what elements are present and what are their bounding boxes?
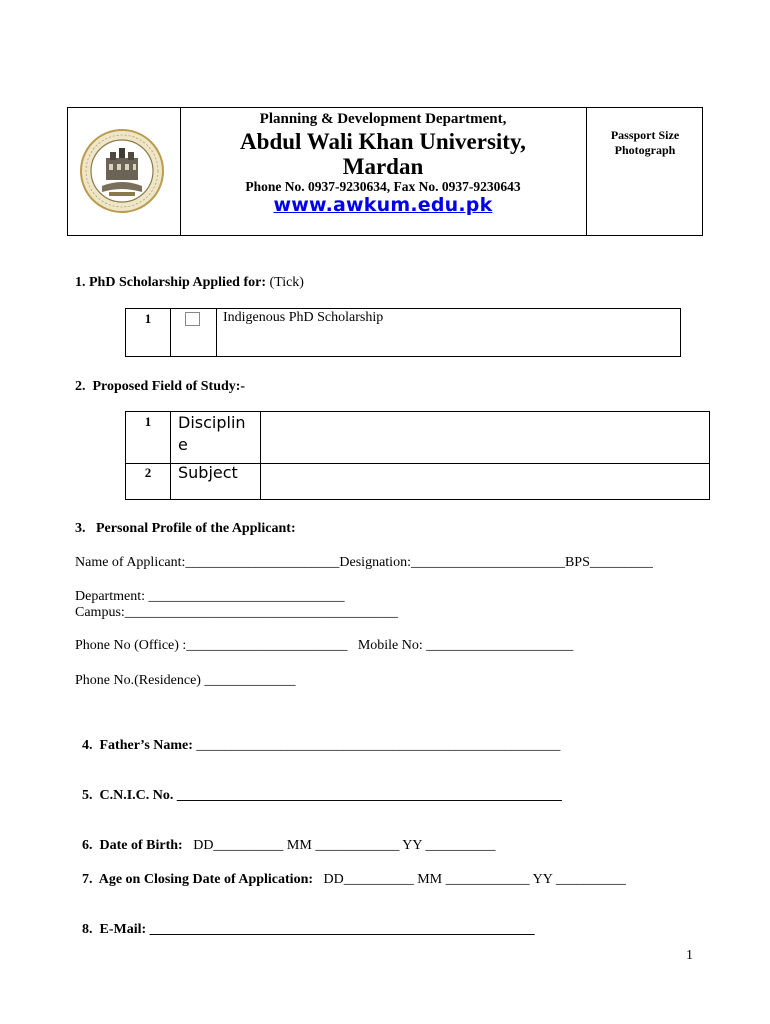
age-on-closing-blanks[interactable]: DD__________ MM ____________ YY __________ — [323, 872, 626, 887]
section-1-heading — [75, 275, 304, 291]
university-seal-icon — [79, 128, 165, 214]
section-3-title: Personal Profile of the Applicant: — [96, 521, 296, 536]
university-name — [180, 129, 586, 179]
page-number: 1 — [686, 948, 693, 963]
date-of-birth-label: 6. Date of Birth: — [82, 838, 183, 853]
section-1-number: 1. — [75, 275, 86, 290]
scholarship-row-number: 1 — [144, 311, 152, 326]
discipline-label: Discipline — [178, 413, 246, 454]
applicant-name-line[interactable]: Name of Applicant:______________________Designation:______________________BPS_________ — [75, 555, 653, 570]
phone-residence-line[interactable]: Phone No.(Residence) _____________ — [75, 673, 296, 688]
section-1-note: (Tick) — [269, 275, 304, 290]
photo-label-line1: Passport Size — [610, 128, 680, 142]
website-link[interactable]: www.awkum.edu.pk — [273, 194, 493, 216]
section-1-title: PhD Scholarship Applied for: — [89, 275, 266, 290]
section-2-heading — [75, 379, 245, 395]
subject-input[interactable] — [266, 468, 704, 496]
fathers-name-label: 4. Father’s Name: — [82, 738, 193, 753]
fathers-name-blank[interactable]: ____________________________________________________ — [196, 738, 561, 753]
discipline-input[interactable] — [266, 416, 704, 458]
section-3-heading — [75, 521, 296, 537]
email-field[interactable] — [75, 906, 535, 938]
email-label: 8. E-Mail: — [82, 922, 147, 937]
photo-cell — [586, 108, 703, 235]
department-line[interactable]: Department: ____________________________ — [75, 589, 345, 604]
cnic-label: 5. C.N.I.C. No. — [82, 788, 174, 803]
university-name-line2: Mardan — [342, 154, 424, 179]
subject-row-number: 2 — [144, 465, 152, 480]
section-2-title: Proposed Field of Study:- — [92, 379, 246, 394]
age-on-closing-field[interactable] — [75, 856, 626, 888]
discipline-row-number: 1 — [144, 414, 152, 429]
phone-office-line[interactable]: Phone No (Office) :_______________________ Mobile No: _____________________ — [75, 638, 574, 653]
scholarship-option-label: Indigenous PhD Scholarship — [223, 310, 384, 325]
logo-cell — [68, 108, 181, 235]
subject-label: Subject — [178, 463, 238, 482]
header-table — [67, 107, 703, 236]
age-on-closing-label: 7. Age on Closing Date of Application: — [82, 872, 314, 887]
contact-line: Phone No. 0937-9230634, Fax No. 0937-9230643 — [245, 179, 521, 194]
campus-line[interactable]: Campus:_______________________________________ — [75, 605, 398, 620]
department-heading: Planning & Development Department, — [259, 111, 507, 127]
section-2-number: 2. — [75, 379, 86, 394]
section-3-number: 3. — [75, 521, 86, 536]
photo-label-line2: Photograph — [614, 143, 676, 157]
field-of-study-table — [125, 411, 710, 500]
email-blank[interactable]: _______________________________________________________ — [149, 922, 535, 937]
university-name-line1: Abdul Wali Khan University, — [240, 129, 526, 154]
fathers-name-field[interactable] — [75, 722, 560, 754]
cnic-field[interactable] — [75, 772, 562, 804]
date-of-birth-field[interactable] — [75, 822, 496, 854]
cnic-blank[interactable]: _______________________________________________________ — [176, 788, 562, 803]
photo-placeholder-label — [587, 128, 703, 158]
scholarship-checkbox[interactable] — [185, 312, 200, 326]
date-of-birth-blanks[interactable]: DD__________ MM ____________ YY __________ — [193, 838, 496, 853]
scholarship-table — [125, 308, 681, 357]
